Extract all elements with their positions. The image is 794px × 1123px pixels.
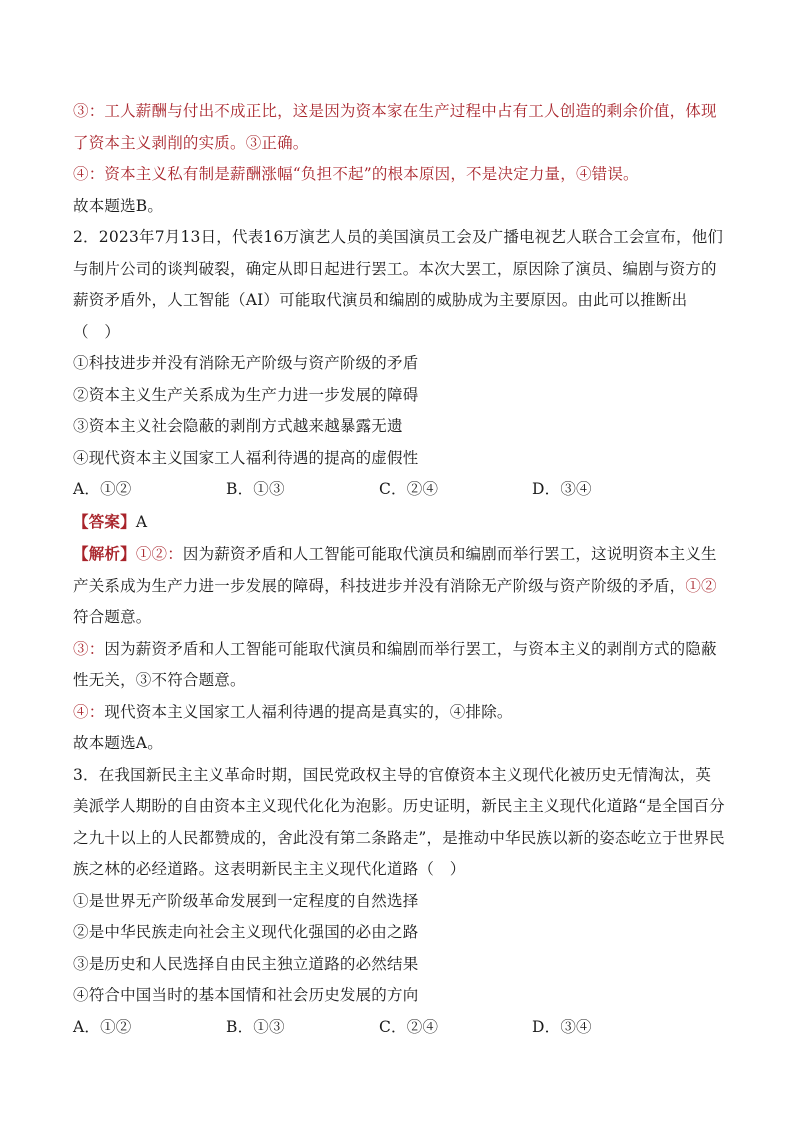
q2-analysis-12-body: 因为薪资矛盾和人工智能可能取代演员和编剧而举行罢工，这说明资本主义生产关系成为生产力进一步发展的障碍，科技进步并没有消除无产阶级与资产阶级的矛盾， bbox=[73, 545, 717, 595]
q3-option-b: B．①③ bbox=[226, 1017, 285, 1036]
q2-answer-label: 【答案】 bbox=[73, 511, 136, 531]
q3-option-a: A．①② bbox=[73, 1017, 132, 1036]
q2-statement-3: ③资本主义社会隐蔽的剥削方式越来越暴露无遗 bbox=[73, 417, 403, 435]
prev-analysis-4: ④：资本主义私有制是薪酬涨幅“负担不起”的根本原因，不是决定力量，④错误。 bbox=[73, 165, 639, 183]
q2-option-c: C．②④ bbox=[379, 480, 439, 498]
q3-option-c: C．②④ bbox=[379, 1017, 439, 1036]
q2-option-d: D．③④ bbox=[532, 480, 592, 498]
q2-analysis-3-lead: ③： bbox=[73, 639, 105, 658]
q2-analysis-3 bbox=[73, 634, 725, 697]
q2-statement-2: ②资本主义生产关系成为生产力进一步发展的障碍 bbox=[73, 385, 419, 404]
q2-options bbox=[73, 474, 725, 506]
q3-statement-1: ①是世界无产阶级革命发展到一定程度的自然选择 bbox=[73, 891, 419, 910]
q2-analysis-3-body: 因为薪资矛盾和人工智能可能取代演员和编剧而举行罢工，与资本主义的剥削方式的隐蔽性无关，③不符合题意。 bbox=[73, 639, 717, 689]
q3-statement-3: ③是历史和人民选择自由民主独立道路的必然结果 bbox=[73, 954, 419, 973]
q3-option-d: D．③④ bbox=[532, 1017, 592, 1036]
q2-analysis-label: 【解析】 bbox=[73, 544, 136, 563]
q3-stem: 3．在我国新民主主义革命时期，国民党政权主导的官僚资本主义现代化被历史无情淘汰，英美派学人期盼的自由资本主义现代化化为泡影。历史证明，新民主主义现代化道路“是全国百分之九十以上的人民都赞成的，舍此没有第二条路走”，是推动中华民族以新的姿态屹立于世界民族之林的必经道路。这表明新民主主义现代化道路（ ） bbox=[73, 765, 725, 878]
q2-answer-value: A bbox=[135, 512, 148, 531]
q2-analysis-4-lead: ④： bbox=[73, 702, 105, 721]
q2-analysis-4-body: 现代资本主义国家工人福利待遇的提高是真实的，④排除。 bbox=[104, 702, 513, 721]
q2-option-b: B．①③ bbox=[226, 480, 285, 498]
q2-analysis-12-lead: ①②： bbox=[135, 545, 183, 563]
q2-statement-1: ①科技进步并没有消除无产阶级与资产阶级的矛盾 bbox=[73, 354, 419, 372]
q2-conclusion: 故本题选A。 bbox=[73, 734, 163, 752]
q2-analysis-12-end: 符合题意。 bbox=[73, 608, 152, 626]
q2-analysis-4 bbox=[73, 697, 725, 729]
document-content bbox=[73, 96, 725, 1043]
prev-analysis-3: ③：工人薪酬与付出不成正比，这是因为资本家在生产过程中占有工人创造的剩余价值，体现了资本主义剥削的实质。③正确。 bbox=[73, 102, 717, 152]
q3-statement-2: ②是中华民族走向社会主义现代化强国的必由之路 bbox=[73, 923, 419, 941]
q2-option-a: A．①② bbox=[73, 480, 132, 498]
q2-analysis-12-tail: ①② bbox=[685, 576, 717, 595]
prev-conclusion: 故本题选B。 bbox=[73, 196, 164, 215]
q3-options bbox=[73, 1012, 725, 1044]
q2-stem: 2．2023年7月13日，代表16万演艺人员的美国演员工会及广播电视艺人联合工会宣布，他们与制片公司的谈判破裂，确定从即日起进行罢工。本次大罢工，原因除了演员、编剧与资方的薪资矛盾外，人工智能（AI）可能取代演员和编剧的威胁成为主要原因。由此可以推断出（ ） bbox=[73, 228, 724, 341]
q2-statement-4: ④现代资本主义国家工人福利待遇的提高的虚假性 bbox=[73, 448, 419, 467]
q3-statement-4: ④符合中国当时的基本国情和社会历史发展的方向 bbox=[73, 986, 419, 1004]
q2-analysis-12 bbox=[73, 538, 725, 634]
q2-answer bbox=[73, 506, 725, 539]
